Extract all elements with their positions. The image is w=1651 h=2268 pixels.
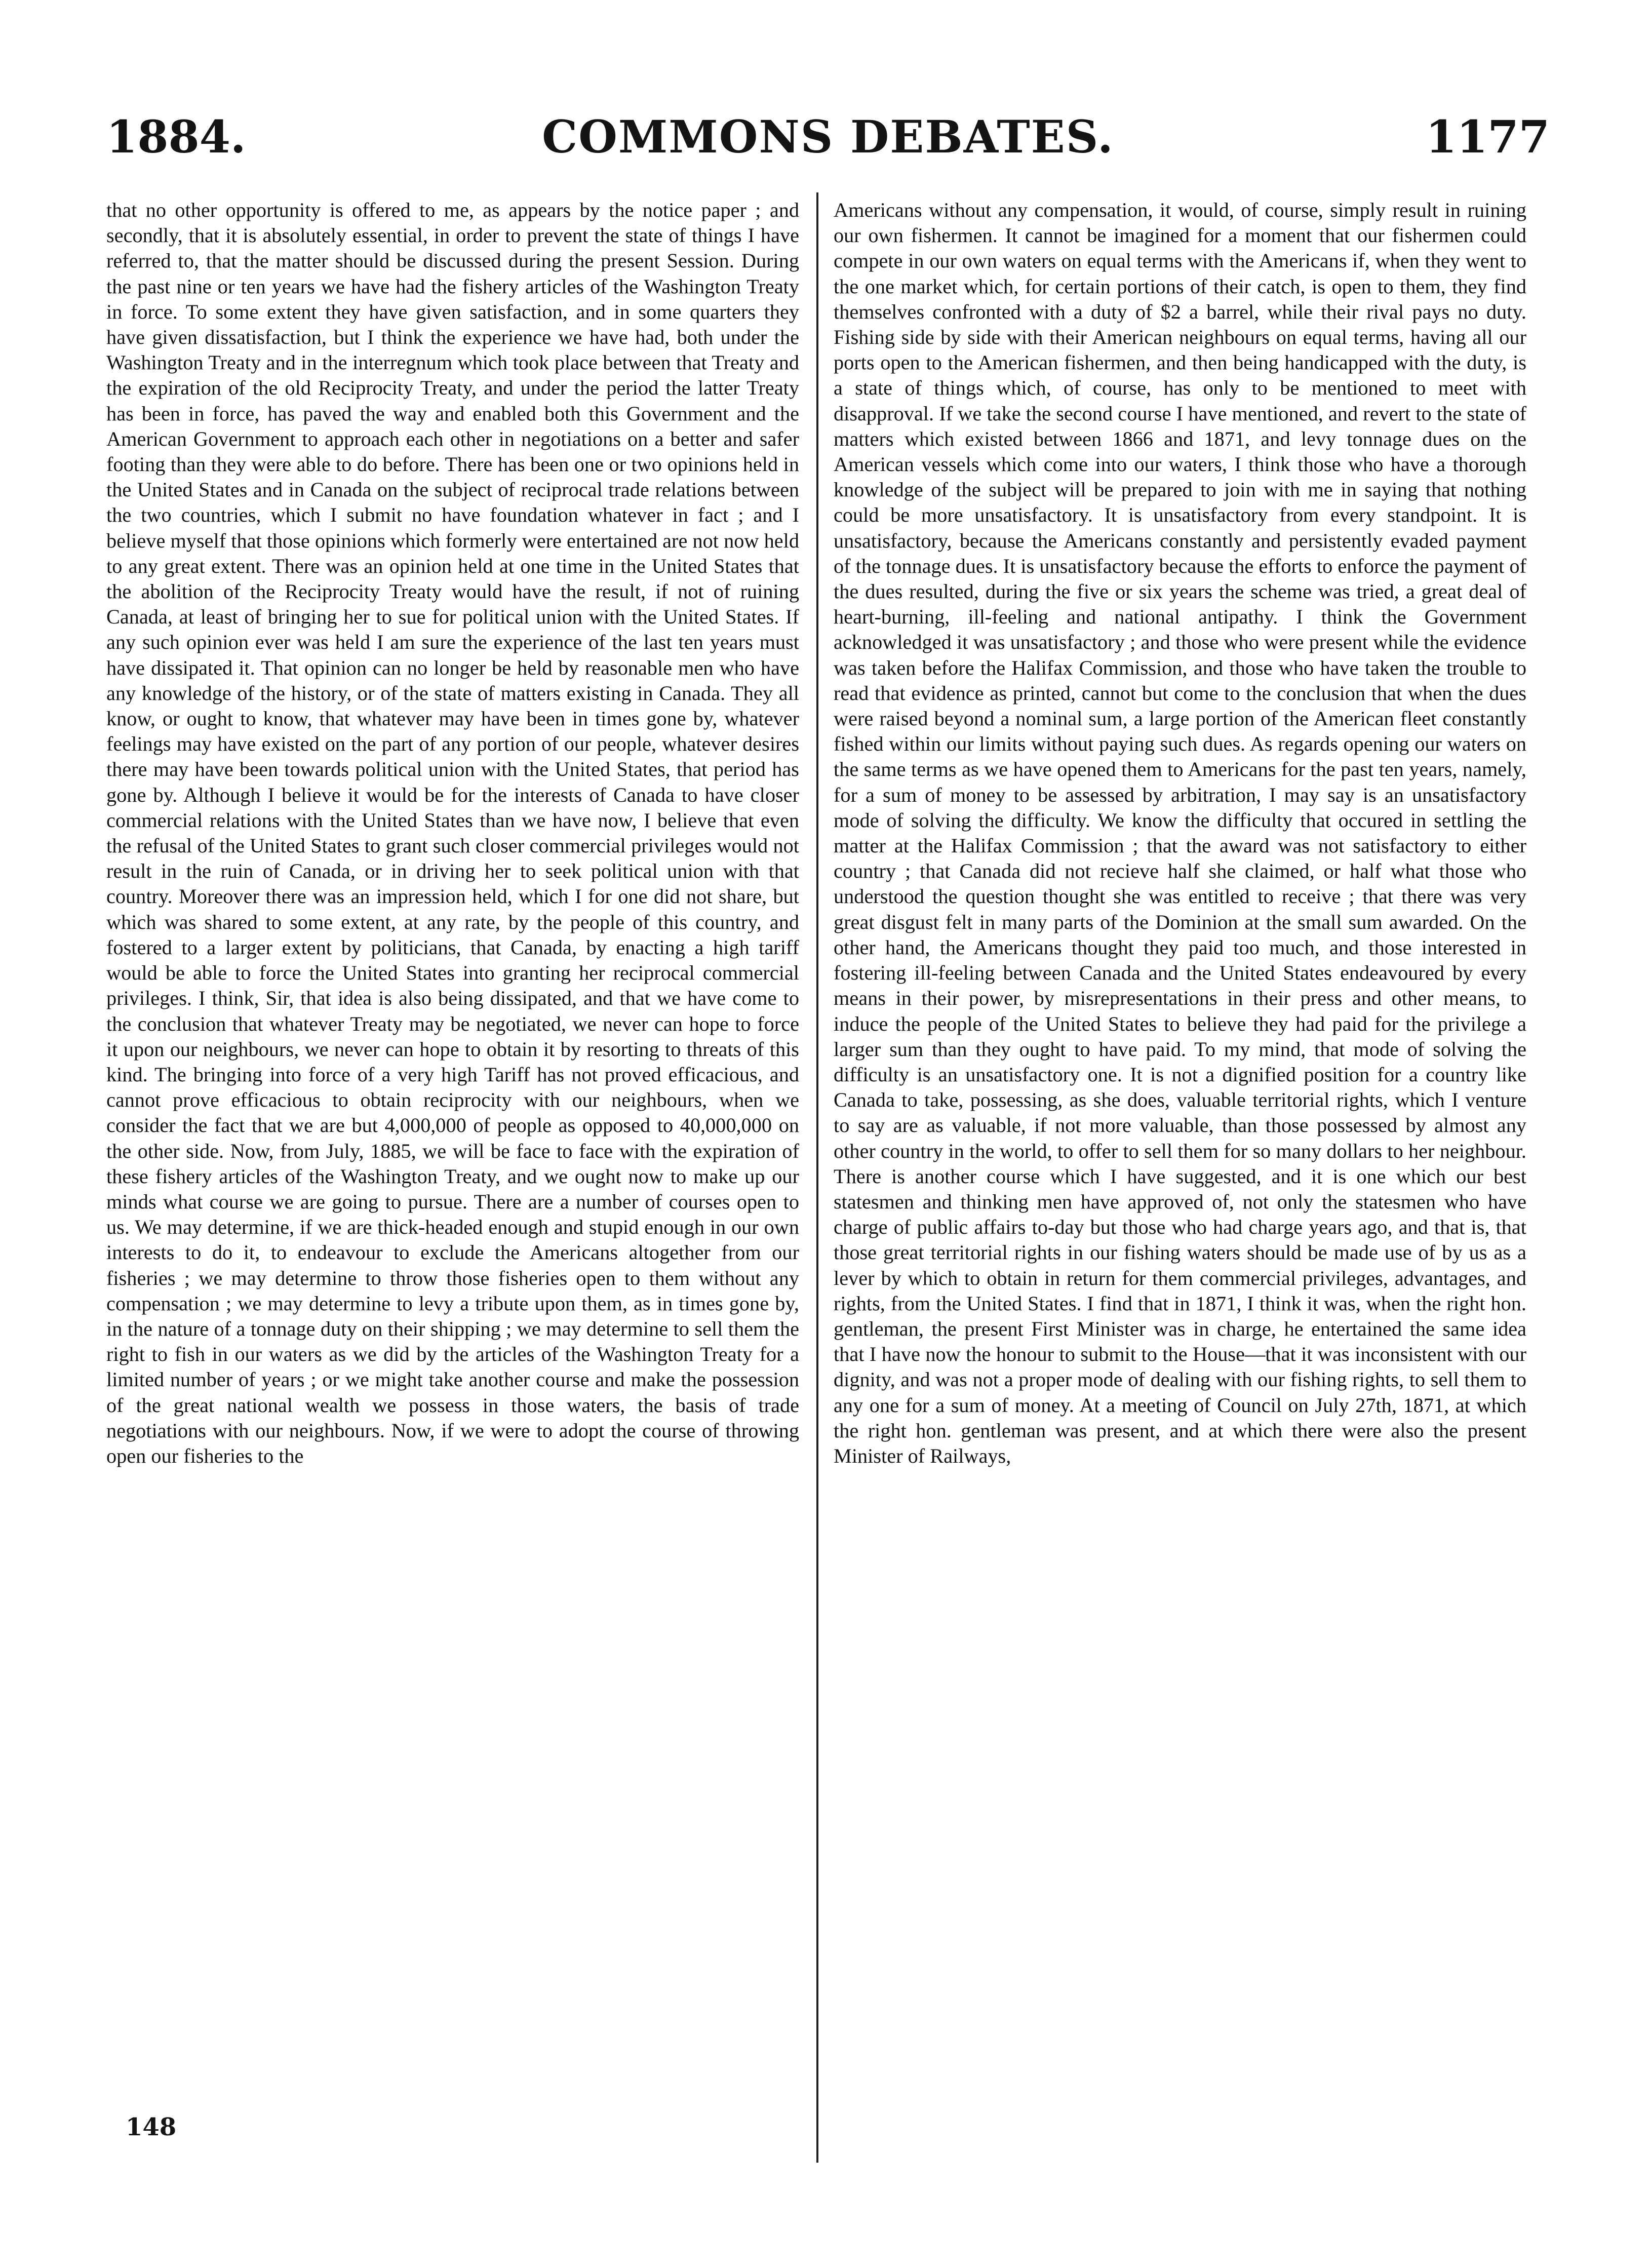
- header-page-number: 1177: [1426, 110, 1550, 163]
- header-year: 1884.: [106, 110, 246, 163]
- signature-mark: 148: [126, 2113, 177, 2141]
- right-column-text: Americans without any compensation, it would, of course, simply result in ruining our own fishermen. It cannot be imagined for a moment that our fishermen could compete in our own waters on equal terms with the Americans if, when they went to the one market which, for certain portions of their catch, is open to them, they find themselves confronted with a duty of $2 a barrel, while their rival pays no duty. Fishing side by side with their American neighbours on equal terms, having all our ports open to the American fishermen, and then being handicapped with the duty, is a state of things which, of course, has only to be mentioned to meet with disapproval. If we take the second course I have mentioned, and revert to the state of matters which existed between 1866 and 1871, and levy tonnage dues on the American vessels which come into our waters, I think those who have a thorough knowledge of the subject will be prepared to join with me in saying that nothing could be more unsatisfactory. It is unsatisfactory from every standpoint. It is unsatisfactory, because the Americans constantly and persistently evaded payment of the tonnage dues. It is unsatisfactory because the efforts to enforce the payment of the dues resulted, during the five or six years the scheme was tried, a great deal of heart-burning, ill-feeling and national antipathy. I think the Government acknowledged it was unsatisfactory ; and those who were present while the evidence was taken before the Halifax Commission, and those who have taken the trouble to read that evidence as printed, cannot but come to the conclusion that when the dues were raised beyond a nominal sum, a large portion of the American fleet constantly fished within our limits without paying such dues. As regards opening our waters on the same terms as we have opened them to Americans for the past ten years, namely, for a sum of money to be assessed by arbitration, I may say is an unsatisfactory mode of solving the difficulty. We know the difficulty that occured in settling the matter at the Halifax Commission ; that the award was not satisfactory to either country ; that Canada did not recieve half she claimed, or half what those who understood the question thought she was entitled to receive ; that there was very great disgust felt in many parts of the Dominion at the small sum awarded. On the other hand, the Americans thought they paid too much, and those interested in fostering ill-feeling between Canada and the United States endeavoured by every means in their power, by misrepresentations in their press and other means, to induce the people of the United States to believe they had paid for the privilege a larger sum than they ought to have paid. To my mind, that mode of solving the difficulty is an unsatisfactory one. It is not a dignified position for a country like Canada to take, possessing, as she does, valuable territorial rights, which I venture to say are as valuable, if not more valuable, than those possessed by almost any other country in the world, to offer to sell them for so many dollars to her neighbour. There is another course which I have suggested, and it is one which our best statesmen and thinking men have approved of, not only the statesmen who have charge of public affairs to-day but those who had charge years ago, and that is, that those great territorial rights in our fishing waters should be made use of by us as a lever by which to obtain in return for them commercial privileges, advantages, and rights, from the United States. I find that in 1871, I think it was, when the right hon. gentleman, the present First Minister was in charge, he entertained the same idea that I have now the honour to submit to the House—that it was inconsistent with our dignity, and was not a proper mode of dealing with our fishing rights, to sell them to any one for a sum of money. At a meeting of Council on July 27th, 1871, at which the right hon. gentleman was present, and at which there were also the present Minister of Railways,: [834, 199, 1526, 1467]
- page-header: [106, 106, 1550, 167]
- column-divider: [816, 192, 818, 2163]
- header-title: COMMONS DEBATES.: [542, 110, 1114, 163]
- left-column-text: that no other opportunity is offered to me, as appears by the notice paper ; and secondly, that it is absolutely essential, in order to prevent the state of things I have referred to, that the matter should be discussed during the present Session. During the past nine or ten years we have had the fishery articles of the Washington Treaty in force. To some extent they have given satisfaction, and in some quarters they have given dissatisfaction, but I think the experience we have had, both under the Washington Treaty and in the interregnum which took place between that Treaty and the expiration of the old Reciprocity Treaty, and under the period the latter Treaty has been in force, has paved the way and enabled both this Government and the American Government to approach each other in negotiations on a better and safer footing than they were able to do before. There has been one or two opinions held in the United States and in Canada on the subject of reciprocal trade relations between the two countries, which I submit no have foundation whatever in fact ; and I believe myself that those opinions which formerly were entertained are not now held to any great extent. There was an opinion held at one time in the United States that the abolition of the Reciprocity Treaty would have the result, if not of ruining Canada, at least of bringing her to sue for political union with the United States. If any such opinion ever was held I am sure the experience of the last ten years must have dissipated it. That opinion can no longer be held by reasonable men who have any knowledge of the history, or of the state of matters existing in Canada. They all know, or ought to know, that whatever may have been in times gone by, whatever feelings may have existed on the part of any portion of our people, whatever desires there may have been towards political union with the United States, that period has gone by. Although I believe it would be for the interests of Canada to have closer commercial relations with the United States than we have now, I believe that even the refusal of the United States to grant such closer commercial privileges would not result in the ruin of Canada, or in driving her to seek political union with that country. Moreover there was an impression held, which I for one did not share, but which was shared to some extent, at any rate, by the people of this country, and fostered to a larger extent by politicians, that Canada, by enacting a high tariff would be able to force the United States into granting her reciprocal commercial privileges. I think, Sir, that idea is also being dissipated, and that we have come to the conclusion that whatever Treaty may be negotiated, we never can hope to force it upon our neighbours, we never can hope to obtain it by resorting to threats of this kind. The bringing into force of a very high Tariff has not proved efficacious, and cannot prove efficacious to obtain reciprocity with our neighbours, when we consider the fact that we are but 4,000,000 of people as opposed to 40,000,000 on the other side. Now, from July, 1885, we will be face to face with the expiration of these fishery articles of the Washington Treaty, and we ought now to make up our minds what course we are going to pursue. There are a number of courses open to us. We may determine, if we are thick-headed enough and stupid enough in our own interests to do it, to endeavour to exclude the Americans altogether from our fisheries ; we may determine to throw those fisheries open to them without any compensation ; we may determine to levy a tribute upon them, as in times gone by, in the nature of a tonnage duty on their shipping ; we may determine to sell them the right to fish in our waters as we did by the articles of the Washington Treaty for a limited number of years ; or we might take another course and make the possession of the great national wealth we possess in those waters, the basis of trade negotiations with our neighbours. Now, if we were to adopt the course of throwing open our fisheries to the: [106, 199, 799, 1467]
- right-column: [834, 198, 1526, 1469]
- left-column: [106, 198, 799, 1469]
